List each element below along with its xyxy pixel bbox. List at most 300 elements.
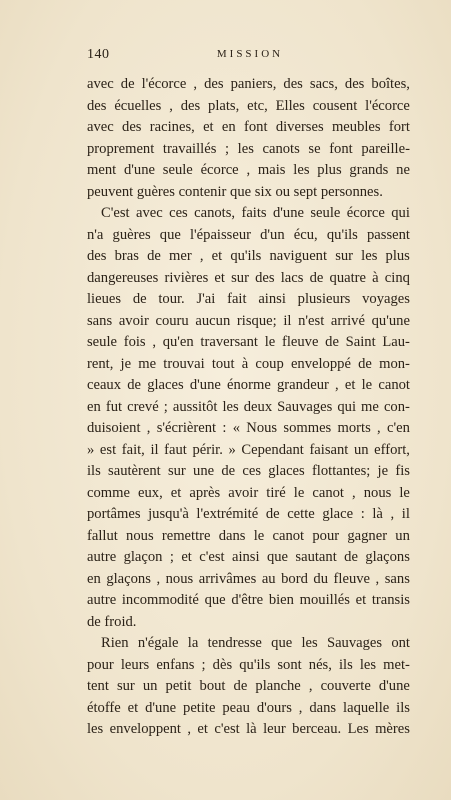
word: périr. bbox=[192, 441, 223, 458]
word: enfans bbox=[156, 656, 195, 673]
word: proprement bbox=[87, 140, 155, 157]
word: arrivé bbox=[330, 312, 365, 329]
word: glaçons bbox=[365, 549, 410, 565]
text-line bbox=[87, 246, 410, 268]
word: fallut bbox=[87, 527, 118, 544]
word: Saint bbox=[345, 334, 376, 350]
text-line bbox=[87, 74, 410, 96]
word: glaçons bbox=[106, 570, 151, 587]
word: : bbox=[222, 420, 227, 436]
word: Rien bbox=[101, 635, 129, 651]
word: meubles bbox=[331, 119, 381, 135]
word: le bbox=[293, 484, 305, 501]
word: , bbox=[146, 420, 151, 436]
word: glaçon bbox=[123, 549, 163, 565]
word: , bbox=[335, 377, 339, 393]
word: C'est bbox=[101, 205, 130, 221]
word: bras bbox=[114, 248, 139, 264]
word: bord bbox=[281, 570, 308, 587]
word: laquelle bbox=[343, 699, 390, 716]
word: ; bbox=[163, 398, 168, 415]
word: con- bbox=[383, 398, 410, 415]
word: n'est bbox=[298, 312, 325, 329]
word: il bbox=[150, 441, 159, 458]
word: morts bbox=[337, 420, 371, 436]
word: tent bbox=[87, 678, 109, 694]
word: fut bbox=[105, 398, 123, 415]
word: glaces bbox=[268, 463, 305, 479]
word: jusqu'à bbox=[148, 506, 189, 522]
word: plus bbox=[317, 162, 342, 178]
word: fleuve bbox=[281, 334, 319, 350]
word: c'est bbox=[214, 721, 240, 737]
word: Sauvages bbox=[326, 635, 383, 651]
word: risque; bbox=[236, 312, 277, 329]
word: incommodité bbox=[121, 592, 199, 608]
word: les bbox=[301, 635, 318, 651]
word: enveloppent bbox=[109, 721, 181, 737]
word: , bbox=[199, 248, 204, 264]
word: sommes bbox=[283, 420, 332, 436]
word: c'est bbox=[199, 549, 225, 565]
word: font bbox=[244, 119, 268, 135]
word: l'écorce bbox=[141, 76, 187, 92]
word: nous bbox=[363, 484, 392, 501]
text-line bbox=[87, 96, 410, 118]
word: planche bbox=[255, 678, 301, 694]
word: de bbox=[127, 377, 141, 393]
word: Les bbox=[347, 721, 369, 737]
word: tout bbox=[211, 355, 235, 372]
word: de bbox=[132, 291, 147, 307]
word: avoir bbox=[118, 312, 149, 329]
word: d'un bbox=[260, 226, 285, 243]
text-line-content: de froid. bbox=[87, 613, 137, 630]
word: et bbox=[127, 699, 139, 716]
word: boîtes, bbox=[371, 76, 410, 92]
word: ; bbox=[225, 140, 230, 157]
word: la bbox=[187, 635, 199, 651]
word: fis bbox=[395, 463, 410, 479]
word: petite bbox=[183, 699, 216, 716]
word: des bbox=[204, 76, 224, 92]
word: je bbox=[120, 355, 132, 372]
text-line bbox=[87, 461, 410, 483]
word: comme bbox=[87, 484, 130, 501]
word: ils bbox=[396, 699, 410, 716]
word: ; bbox=[169, 549, 174, 565]
word: d'une bbox=[272, 205, 304, 221]
word: de bbox=[120, 76, 135, 92]
text-line bbox=[87, 354, 410, 376]
word: aucun bbox=[195, 312, 231, 329]
text-line bbox=[87, 139, 410, 161]
text-line bbox=[87, 418, 410, 440]
word: seule bbox=[310, 205, 341, 221]
word: des bbox=[122, 119, 142, 135]
word: cette bbox=[287, 506, 315, 522]
word: en bbox=[87, 570, 101, 587]
word: étoffe bbox=[87, 699, 121, 716]
word: un bbox=[395, 527, 410, 544]
word: du bbox=[313, 570, 329, 587]
word: , bbox=[298, 699, 303, 716]
word: mères bbox=[375, 721, 410, 737]
word: sur bbox=[116, 678, 135, 694]
word: le bbox=[399, 484, 410, 501]
text-line bbox=[87, 698, 410, 720]
word: grandeur bbox=[276, 377, 329, 393]
word: glaces bbox=[147, 377, 184, 393]
word: le bbox=[253, 527, 265, 544]
text-line bbox=[87, 289, 410, 311]
word: fort bbox=[388, 119, 410, 135]
word: qu'ils bbox=[230, 248, 262, 264]
word: il bbox=[283, 312, 292, 329]
text-line bbox=[87, 117, 410, 139]
text-line bbox=[87, 225, 410, 247]
word: quatre bbox=[329, 269, 366, 286]
text-line bbox=[87, 612, 410, 634]
word: avec bbox=[135, 205, 163, 221]
word: coup bbox=[255, 355, 284, 372]
word: rent, bbox=[87, 355, 114, 372]
word: des bbox=[344, 76, 365, 92]
word: de bbox=[147, 248, 161, 264]
word: de bbox=[221, 463, 236, 479]
word: enveloppé bbox=[290, 355, 351, 372]
word: écu, bbox=[293, 226, 318, 243]
word: arrivâmes bbox=[198, 570, 257, 587]
word: des bbox=[180, 97, 201, 114]
word: les bbox=[237, 140, 254, 157]
word: duisoient bbox=[87, 420, 141, 436]
word: le bbox=[264, 334, 276, 350]
word: faisant bbox=[309, 441, 349, 458]
word: nés, bbox=[308, 656, 332, 673]
word: qu'une bbox=[371, 312, 410, 329]
word: là bbox=[372, 506, 383, 522]
word: couru bbox=[155, 312, 189, 329]
word: me bbox=[138, 355, 157, 372]
word: , bbox=[375, 570, 380, 587]
word: l'écorce bbox=[365, 97, 410, 114]
word: » bbox=[228, 441, 236, 458]
word: ces bbox=[242, 463, 261, 479]
word: sur bbox=[231, 269, 249, 286]
word: sacs, bbox=[309, 76, 338, 92]
word: nous bbox=[126, 527, 154, 544]
word: sans bbox=[384, 570, 410, 587]
word: plus bbox=[385, 248, 410, 264]
word: écuelles bbox=[114, 97, 162, 114]
word: un bbox=[353, 441, 369, 458]
word: trouvai bbox=[163, 355, 205, 372]
word: avec bbox=[87, 119, 114, 135]
word: fait, bbox=[121, 441, 145, 458]
word: que bbox=[271, 635, 293, 651]
word: deux bbox=[243, 398, 273, 415]
word: là bbox=[246, 721, 257, 737]
word: bout bbox=[199, 678, 226, 694]
word: les bbox=[293, 162, 310, 178]
word: , bbox=[246, 162, 251, 178]
word: « bbox=[232, 420, 241, 436]
text-line bbox=[87, 719, 410, 741]
word: gagner bbox=[347, 527, 388, 544]
word: berceau. bbox=[292, 721, 342, 737]
word: les bbox=[359, 656, 377, 673]
word: d'une bbox=[378, 678, 410, 694]
word: remettre bbox=[161, 527, 211, 544]
word: fait bbox=[227, 291, 247, 307]
word: Cependant bbox=[241, 441, 304, 458]
word: canots, bbox=[194, 205, 236, 221]
word: Elles bbox=[275, 97, 305, 114]
word: se bbox=[308, 140, 321, 157]
word: et bbox=[203, 119, 214, 135]
word: canot bbox=[312, 484, 344, 501]
word: naviguent bbox=[269, 248, 328, 264]
word: eux, bbox=[138, 484, 163, 501]
word: avec bbox=[87, 76, 114, 92]
word: plats, bbox=[208, 97, 240, 114]
word: Nous bbox=[246, 420, 278, 436]
word: peau bbox=[222, 699, 250, 716]
word: n'égale bbox=[137, 635, 179, 651]
word: crevé bbox=[127, 398, 159, 415]
word: de bbox=[309, 269, 324, 286]
word: dès bbox=[212, 656, 233, 673]
word: flottantes; bbox=[311, 463, 371, 479]
word: avoir bbox=[228, 484, 259, 501]
word: et bbox=[197, 721, 208, 737]
text-line bbox=[87, 633, 410, 655]
word: ils bbox=[338, 656, 353, 673]
word: que bbox=[266, 549, 289, 565]
text-line bbox=[87, 268, 410, 290]
text-line bbox=[87, 160, 410, 182]
word: passent bbox=[367, 226, 410, 243]
word: tendresse bbox=[207, 635, 262, 651]
word: dans bbox=[218, 527, 246, 544]
word: font bbox=[329, 140, 353, 157]
word: grands bbox=[349, 162, 389, 178]
word: des bbox=[283, 76, 303, 92]
word: en bbox=[221, 119, 236, 135]
word: ne bbox=[396, 162, 410, 178]
word: , bbox=[156, 570, 161, 587]
word: mais bbox=[257, 162, 286, 178]
word: au bbox=[261, 570, 276, 587]
word: voyages bbox=[362, 291, 410, 307]
word: les bbox=[361, 248, 378, 264]
word: leur bbox=[263, 721, 286, 737]
word: écorce bbox=[200, 162, 239, 178]
word: rivières bbox=[164, 269, 209, 286]
word: lieues bbox=[87, 291, 122, 307]
word: une bbox=[193, 463, 215, 479]
word: : bbox=[360, 506, 365, 522]
word: mer bbox=[169, 248, 192, 264]
word: seule bbox=[87, 334, 117, 350]
word: , bbox=[390, 506, 395, 522]
word: je bbox=[377, 463, 389, 479]
word: sans bbox=[87, 312, 113, 329]
page-number: 140 bbox=[87, 47, 110, 62]
word: de bbox=[265, 506, 280, 522]
word: l'extrémité bbox=[196, 506, 259, 522]
text-line bbox=[87, 203, 410, 225]
text-line bbox=[87, 332, 410, 354]
word: et bbox=[181, 549, 192, 565]
word: n'a bbox=[87, 226, 104, 243]
word: met- bbox=[383, 656, 410, 673]
word: faut bbox=[164, 441, 187, 458]
word: d'une bbox=[189, 377, 221, 393]
word: faits bbox=[241, 205, 267, 221]
word: à bbox=[241, 355, 249, 372]
word: effort, bbox=[374, 441, 410, 458]
word: aussitôt bbox=[172, 398, 218, 415]
word: traversant bbox=[200, 334, 258, 350]
word: , bbox=[152, 334, 156, 350]
word: et bbox=[214, 269, 225, 286]
word: pareille- bbox=[361, 140, 410, 157]
word: ment bbox=[87, 162, 117, 178]
word: en bbox=[87, 398, 101, 415]
word: cinq bbox=[384, 269, 410, 286]
word: après bbox=[189, 484, 221, 501]
word: ceaux bbox=[87, 377, 122, 393]
word: énorme bbox=[227, 377, 271, 393]
word: , bbox=[352, 484, 356, 501]
word: et bbox=[344, 377, 356, 393]
word: me bbox=[361, 398, 379, 415]
word: dans bbox=[309, 699, 337, 716]
word: sautant bbox=[295, 549, 337, 565]
word: et bbox=[170, 484, 182, 501]
word: fleuve bbox=[333, 570, 371, 587]
word: » bbox=[87, 441, 95, 458]
word: lacs bbox=[280, 269, 304, 286]
text-line bbox=[87, 655, 410, 677]
word: ; bbox=[201, 656, 206, 673]
word: leurs bbox=[120, 656, 150, 673]
word: fois bbox=[123, 334, 146, 350]
word: Lau- bbox=[382, 334, 410, 350]
word: ainsi bbox=[258, 291, 286, 307]
word: de bbox=[325, 334, 339, 350]
text-line bbox=[87, 676, 410, 698]
word: racines, bbox=[149, 119, 195, 135]
word: Sauvages bbox=[277, 398, 333, 415]
word: qui bbox=[337, 398, 356, 415]
word: sont bbox=[277, 656, 302, 673]
word: , bbox=[193, 76, 198, 92]
word: dangereuses bbox=[87, 269, 159, 286]
word: qu'en bbox=[162, 334, 194, 350]
word: c'en bbox=[386, 420, 410, 436]
word: d'être bbox=[231, 592, 264, 608]
word: s'écrièrent bbox=[156, 420, 217, 436]
text-line-content: peuvent guères contenir que six ou sept personnes. bbox=[87, 183, 383, 200]
word: ils bbox=[87, 463, 101, 479]
word: d'une bbox=[145, 699, 177, 716]
body-text bbox=[87, 74, 410, 741]
word: , bbox=[308, 678, 313, 694]
word: et bbox=[211, 248, 223, 264]
word: ainsi bbox=[231, 549, 260, 565]
word: etc, bbox=[247, 97, 268, 114]
word: seule bbox=[162, 162, 193, 178]
word: d'ours bbox=[256, 699, 292, 716]
word: pour bbox=[312, 527, 340, 544]
word: il bbox=[401, 506, 410, 522]
text-line bbox=[87, 311, 410, 333]
word: ces bbox=[169, 205, 188, 221]
word: tour. bbox=[158, 291, 185, 307]
word: qu'ils bbox=[239, 656, 271, 673]
text-line bbox=[87, 440, 410, 462]
word: J'ai bbox=[196, 291, 216, 307]
word: nous bbox=[165, 570, 194, 587]
word: de bbox=[358, 355, 372, 372]
word: glace bbox=[322, 506, 354, 522]
word: transis bbox=[371, 592, 410, 608]
word: , bbox=[377, 420, 381, 436]
word: des bbox=[87, 97, 107, 114]
word: tiré bbox=[266, 484, 286, 501]
word: , bbox=[187, 721, 192, 737]
word: autre bbox=[87, 592, 117, 608]
word: guères bbox=[112, 226, 151, 243]
word: qui bbox=[391, 205, 410, 221]
text-line bbox=[87, 547, 410, 569]
text-line bbox=[87, 526, 410, 548]
text-line bbox=[87, 504, 410, 526]
word: mon- bbox=[379, 355, 410, 372]
page-header bbox=[87, 47, 413, 67]
word: couverte bbox=[320, 678, 371, 694]
word: canot bbox=[378, 377, 410, 393]
word: un bbox=[142, 678, 158, 694]
word: les bbox=[87, 721, 104, 737]
word: travaillés bbox=[162, 140, 217, 157]
text-line bbox=[87, 590, 410, 612]
word: sur bbox=[167, 463, 186, 479]
text-line bbox=[87, 569, 410, 591]
word: paniers, bbox=[230, 76, 277, 92]
word: bien bbox=[268, 592, 294, 608]
word: portâmes bbox=[87, 506, 141, 522]
word: des bbox=[87, 248, 107, 264]
word: ont bbox=[391, 635, 410, 651]
word: les bbox=[222, 398, 239, 415]
word: et bbox=[355, 592, 367, 608]
word: le bbox=[361, 377, 373, 393]
text-line bbox=[87, 375, 410, 397]
text-line bbox=[87, 483, 410, 505]
word: sautèrent bbox=[108, 463, 161, 479]
word: d'une bbox=[123, 162, 155, 178]
word: écorce bbox=[346, 205, 385, 221]
word: à bbox=[372, 269, 379, 286]
word: mouillés bbox=[299, 592, 350, 608]
word: que bbox=[204, 592, 226, 608]
word: diverses bbox=[275, 119, 324, 135]
word: l'épaisseur bbox=[190, 226, 251, 243]
